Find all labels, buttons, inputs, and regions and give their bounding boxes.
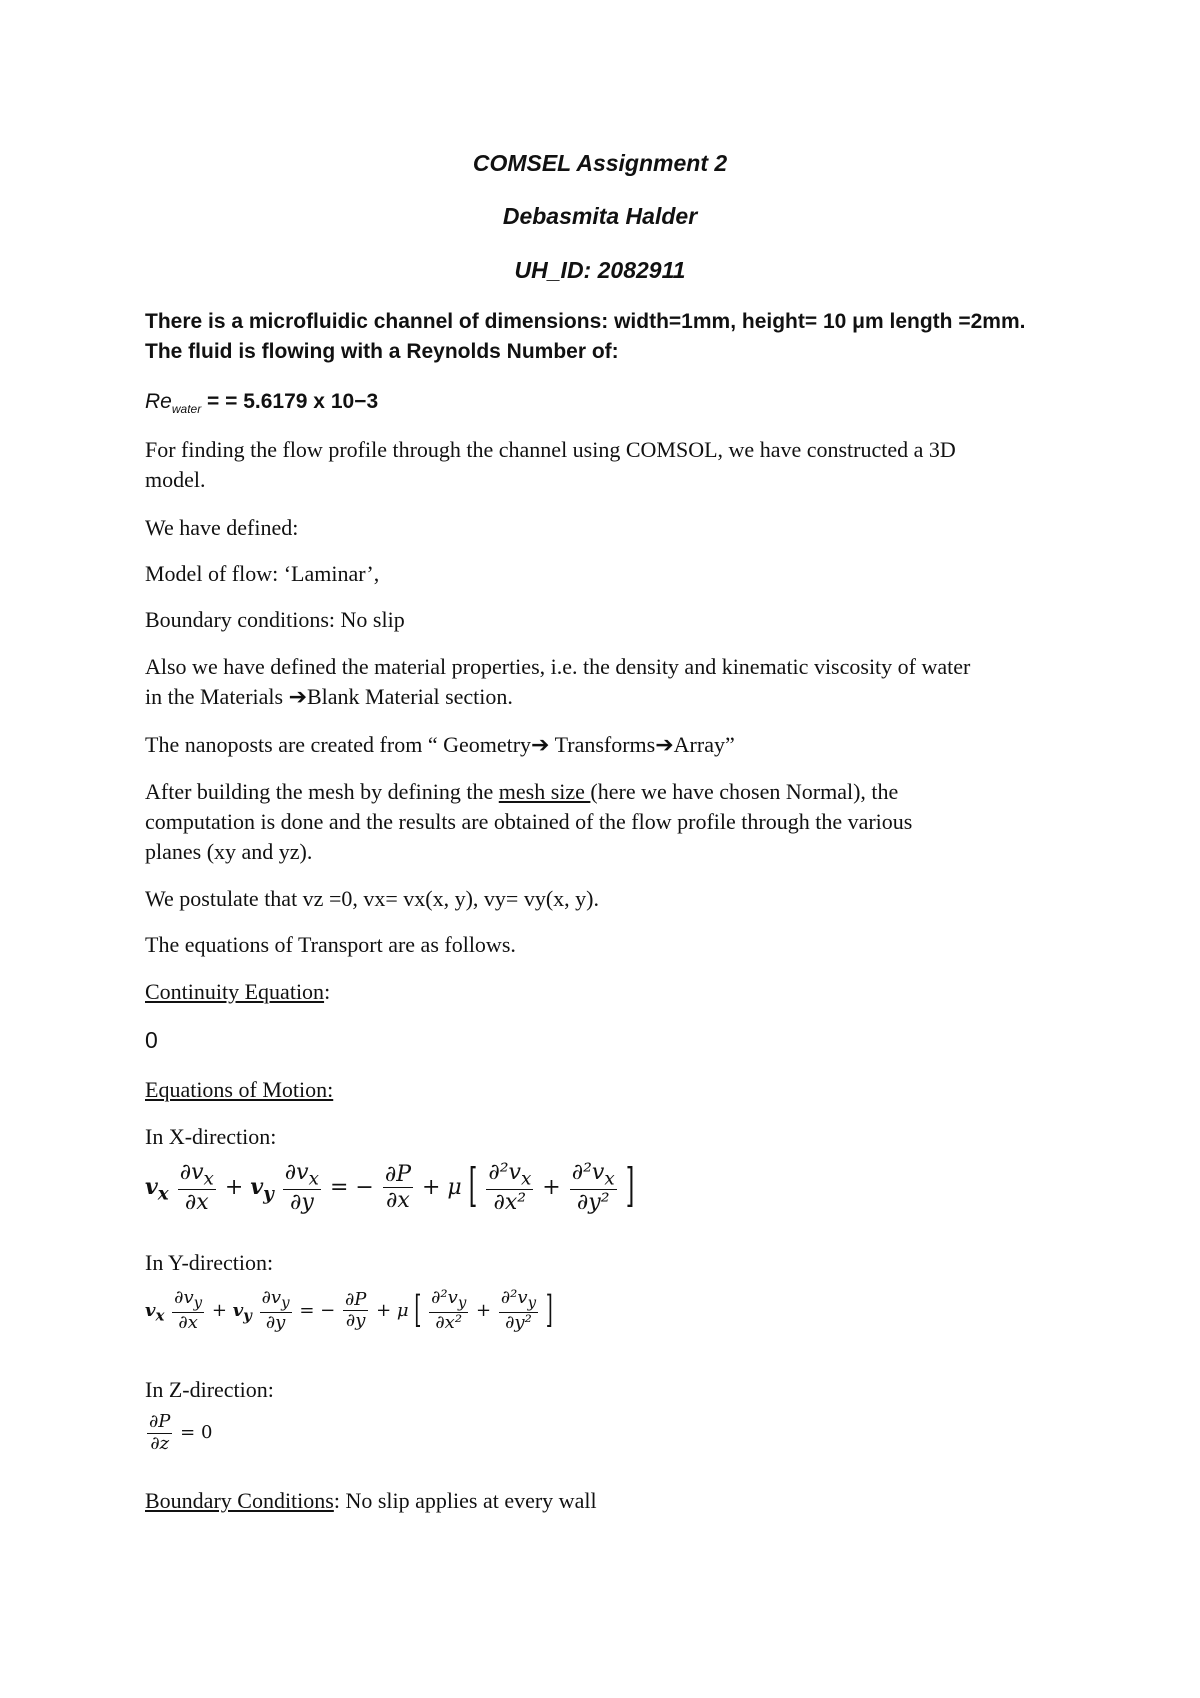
motion-heading: Equations of Motion: — [145, 1077, 334, 1102]
eqx-plus-2: + — [542, 1174, 561, 1200]
paragraph-7-line-2: computation is done and the results are obtained of the flow profile through the various — [145, 809, 913, 834]
equation-z — [145, 1412, 212, 1454]
paragraph-3: Model of flow: ‘Laminar’, — [145, 561, 380, 586]
paragraph-2: We have defined: — [145, 515, 299, 540]
eqx-mu: + μ — [422, 1174, 462, 1200]
eqx-bracket-close: ] — [625, 1161, 635, 1215]
paragraph-5-line-2: in the Materials ➔Blank Material section. — [145, 684, 513, 709]
eqx-frac-2: $\frac{\partial v_x}{\partial y}$ — [284, 1160, 319, 1216]
paragraph-6: The nanoposts are created from “ Geometry➔ Transforms➔Array” — [145, 732, 735, 757]
paragraph-7-line-1 — [145, 779, 898, 805]
boundary-conditions-line — [145, 1488, 597, 1514]
continuity-heading-line — [145, 979, 330, 1005]
student-id: UH_ID: 2082911 — [514, 257, 686, 283]
boundary-conditions-heading: Boundary Conditions — [145, 1488, 334, 1513]
eqy-bracket-open: [ — [414, 1288, 422, 1333]
equation-y — [145, 1288, 553, 1334]
eqy-mu: + μ — [376, 1299, 409, 1321]
intro-line-1: There is a microfluidic channel of dimensions: width=1mm, height= 10 μm length =2mm. — [145, 310, 1026, 333]
eqy-equals: = − — [299, 1299, 336, 1321]
re-subscript: water — [171, 402, 202, 417]
re-symbol: Re — [145, 390, 172, 413]
document-title: COMSEL Assignment 2 — [472, 150, 728, 176]
eqz-frac: $\frac{\partial P}{\partial z}$ — [149, 1411, 171, 1454]
continuity-colon: : — [324, 979, 331, 1004]
eqx-frac-5: $\frac{\partial^2v_x}{\text{∂y²}}$ — [571, 1160, 615, 1216]
eqy-bracket-close: ] — [545, 1288, 553, 1333]
eqx-coef-2: $v_y$ — [250, 1173, 274, 1205]
equation-x — [145, 1160, 634, 1216]
eqx-frac-1: $\frac{\partial v_x}{\partial x}$ — [179, 1160, 214, 1216]
eqy-plus: + — [211, 1299, 227, 1321]
paragraph-5-line-1: Also we have defined the material properties, i.e. the density and kinematic viscosity of water — [145, 654, 971, 679]
y-direction-label: In Y-direction: — [145, 1250, 274, 1275]
eqx-frac-4: $\frac{\partial^2v_x}{\text{∂x²}}$ — [488, 1160, 532, 1216]
eqx-plus: + — [224, 1174, 244, 1200]
paragraph-1-line-2: model. — [145, 467, 206, 492]
eqy-frac-5: $\frac{\partial^2v_y}{\text{∂y²}}$ — [500, 1287, 537, 1333]
z-direction-label: In Z-direction: — [145, 1377, 274, 1402]
eqy-frac-4: $\frac{\partial^2v_y}{\text{∂x²}}$ — [431, 1287, 467, 1333]
eqx-equals: = − — [329, 1174, 374, 1200]
eqy-coef-1: $v_x$ — [145, 1299, 165, 1325]
eqx-bracket-open: [ — [468, 1161, 478, 1215]
eqy-coef-2: $v_y$ — [232, 1299, 252, 1325]
paragraph-9: The equations of Transport are as follows. — [145, 932, 516, 957]
boundary-conditions-text: : No slip applies at every wall — [333, 1488, 597, 1513]
re-value: = = 5.6179 x 10−3 — [207, 390, 379, 413]
eqy-frac-1: $\frac{\partial v_y}{\partial x}$ — [174, 1287, 203, 1333]
paragraph-7-text-b: (here we have chosen Normal), the — [590, 779, 899, 804]
continuity-heading: Continuity Equation — [145, 979, 325, 1004]
paragraph-4: Boundary conditions: No slip — [145, 607, 405, 632]
eqy-plus-2: + — [476, 1299, 492, 1321]
paragraph-8: We postulate that vz =0, vx= vx(x, y), vy= vy(x, y). — [145, 886, 599, 911]
intro-line-2: The fluid is flowing with a Reynolds Number of: — [145, 340, 619, 363]
paragraph-7-line-3: planes (xy and yz). — [145, 839, 313, 864]
continuity-value: 0 — [145, 1027, 158, 1053]
author-name: Debasmita Halder — [502, 203, 698, 229]
eqy-frac-2: $\frac{\partial v_y}{\partial y}$ — [261, 1287, 290, 1333]
mesh-size-link[interactable]: mesh size — [498, 779, 591, 804]
eqx-coef-1: $v_x$ — [145, 1173, 169, 1205]
eqx-frac-3: $\frac{\partial P}{\partial x}$ — [384, 1162, 411, 1214]
x-direction-label: In X-direction: — [145, 1124, 277, 1149]
eqz-rhs: = 0 — [180, 1422, 213, 1444]
eqy-frac-3: $\frac{\partial P}{\partial y}$ — [344, 1288, 367, 1332]
paragraph-1-line-1: For finding the flow profile through the channel using COMSOL, we have constructed a 3D — [145, 437, 956, 462]
paragraph-7-text-a: After building the mesh by defining the — [145, 779, 499, 804]
reynolds-number — [145, 390, 378, 416]
